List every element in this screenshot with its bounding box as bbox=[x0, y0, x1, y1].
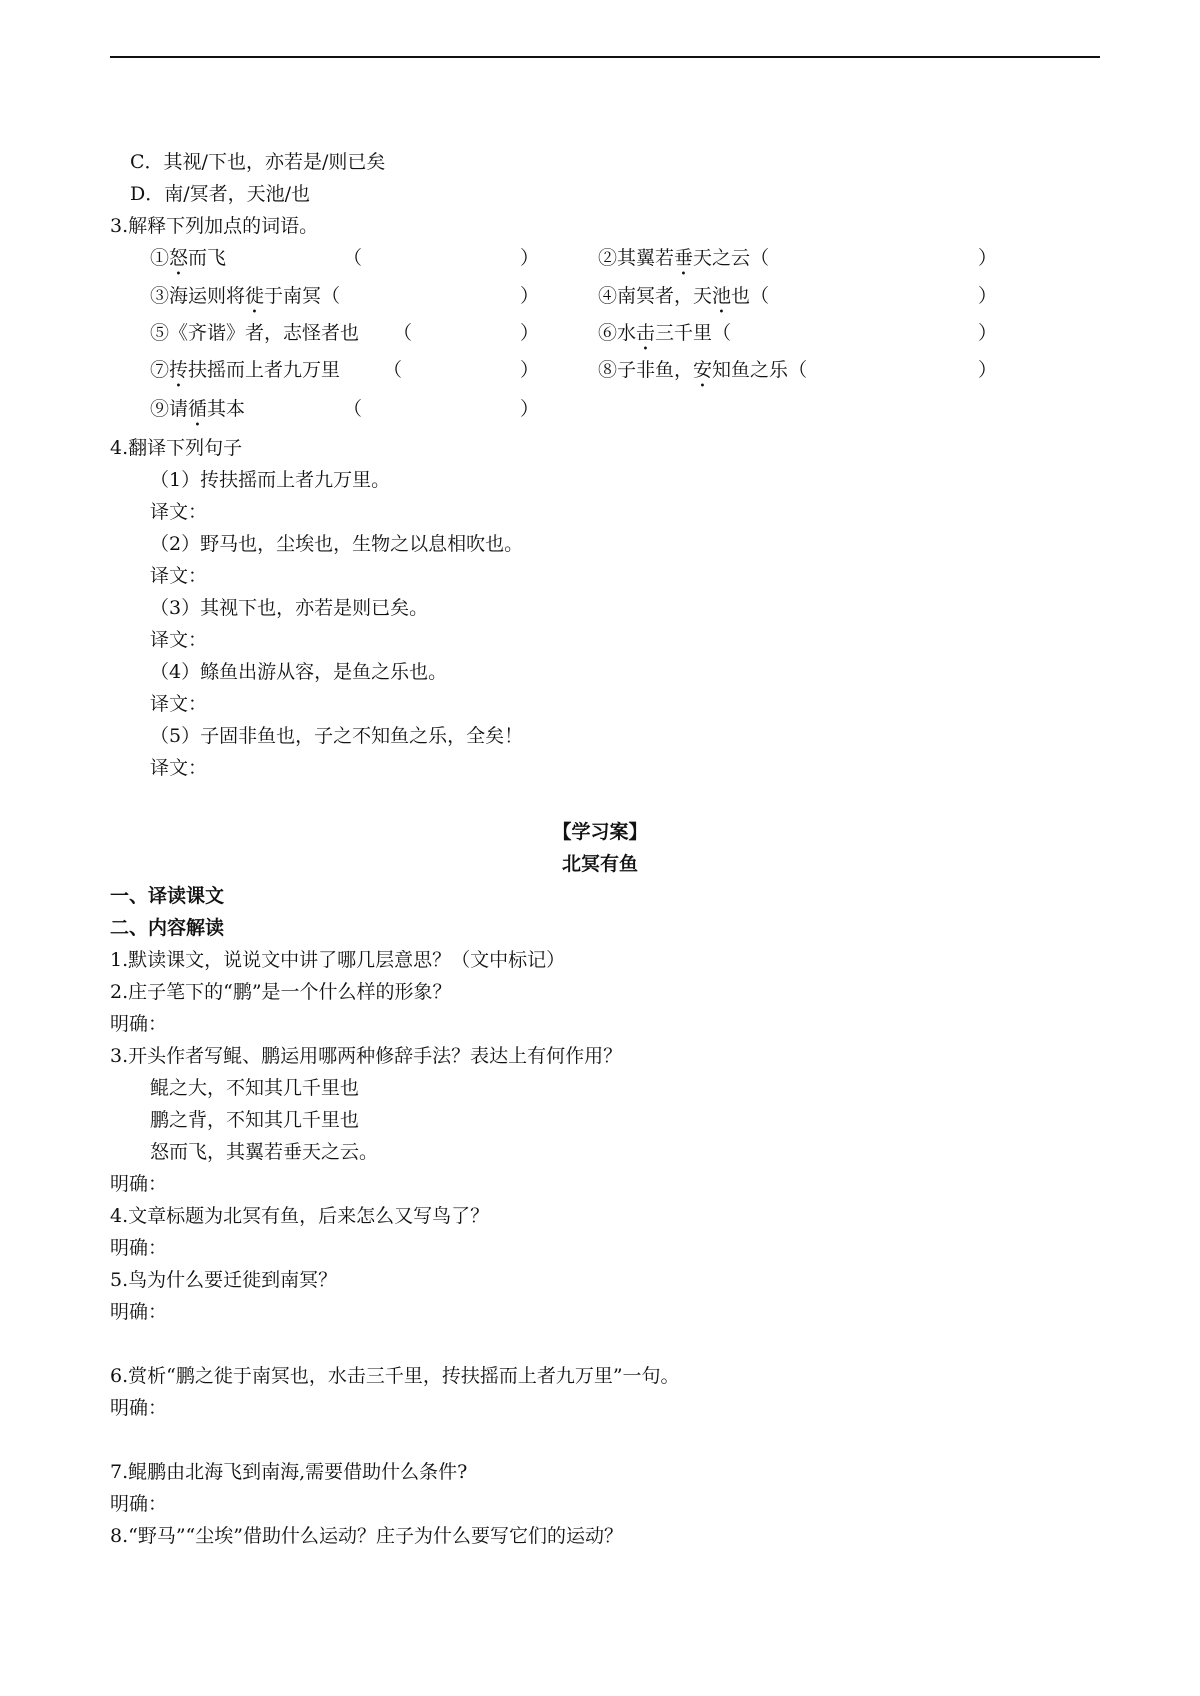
dotted-word: 循 bbox=[188, 398, 208, 420]
answer-label: 明确： bbox=[110, 1013, 168, 1035]
q4-answer-label: 译文： bbox=[150, 565, 208, 587]
q3-paren-close-1: ） bbox=[520, 247, 540, 269]
quote-line-2: 鹏之背，不知其几千里也 bbox=[150, 1109, 360, 1131]
q4-answer-label: 译文： bbox=[150, 629, 208, 651]
q3-paren-close-8: ） bbox=[978, 359, 998, 381]
q4-item-4: （4）鲦鱼出游从容，是鱼之乐也。 bbox=[150, 661, 448, 683]
answer-label: 明确： bbox=[110, 1493, 168, 1515]
study-q7: 7.鲲鹏由北海飞到南海,需要借助什么条件? bbox=[110, 1461, 468, 1483]
section-heading: 【学习案】 bbox=[552, 821, 648, 843]
q3-item-8: ⑧子非鱼，安知鱼之乐（ bbox=[598, 359, 808, 381]
q3-paren-open-7: （ bbox=[383, 359, 403, 381]
q3-paren-open-9: （ bbox=[343, 398, 363, 420]
q3-item-3: ③海运则将徙于南冥（ bbox=[150, 285, 341, 307]
answer-label: 明确： bbox=[110, 1237, 168, 1259]
q3-paren-close-6: ） bbox=[978, 322, 998, 344]
section-1: 一、译读课文 bbox=[110, 885, 225, 907]
q4-title: 4.翻译下列句子 bbox=[110, 437, 243, 459]
dotted-word: 池 bbox=[712, 285, 732, 307]
q4-answer-label: 译文： bbox=[150, 501, 208, 523]
q3-item-4: ④南冥者，天池也（ bbox=[598, 285, 770, 307]
dotted-word: 徙 bbox=[245, 285, 265, 307]
q4-item-2: （2）野马也，尘埃也，生物之以息相吹也。 bbox=[150, 533, 524, 555]
q3-item-2: ②其翼若垂天之云（ bbox=[598, 247, 770, 269]
study-q6: 6.赏析“鹏之徙于南冥也，水击三千里，抟扶摇而上者九万里”一句。 bbox=[110, 1365, 680, 1387]
dotted-word: 击 bbox=[636, 322, 656, 344]
q3-paren-close-4: ） bbox=[978, 285, 998, 307]
q3-paren-open-5: （ bbox=[393, 322, 413, 344]
option-c: C．其视/下也，亦若是/则已矣 bbox=[130, 151, 386, 173]
quote-line-1: 鲲之大，不知其几千里也 bbox=[150, 1077, 360, 1099]
answer-label: 明确： bbox=[110, 1173, 168, 1195]
study-q3: 3.开头作者写鲲、鹏运用哪两种修辞手法？表达上有何作用？ bbox=[110, 1045, 623, 1067]
dotted-word: 安 bbox=[693, 359, 713, 381]
q4-item-1: （1）抟扶摇而上者九万里。 bbox=[150, 469, 391, 491]
q4-item-5: （5）子固非鱼也，子之不知鱼之乐，全矣！ bbox=[150, 725, 524, 747]
answer-label: 明确： bbox=[110, 1301, 168, 1323]
quote-line-3: 怒而飞，其翼若垂天之云。 bbox=[150, 1141, 379, 1163]
q4-answer-label: 译文： bbox=[150, 757, 208, 779]
q3-paren-close-3: ） bbox=[520, 285, 540, 307]
page-title: 北冥有鱼 bbox=[561, 853, 638, 875]
q3-item-6: ⑥水击三千里（ bbox=[598, 322, 732, 344]
study-q4: 4.文章标题为北冥有鱼，后来怎么又写鸟了？ bbox=[110, 1205, 490, 1227]
q3-item-5: ⑤《齐谐》者，志怪者也 bbox=[150, 322, 360, 344]
q4-answer-label: 译文： bbox=[150, 693, 208, 715]
header-rule bbox=[110, 56, 1100, 58]
q3-paren-close-5: ） bbox=[520, 322, 540, 344]
q3-item-9: ⑨请循其本 bbox=[150, 398, 246, 420]
q3-paren-close-2: ） bbox=[978, 247, 998, 269]
option-d: D．南/冥者，天池/也 bbox=[130, 183, 311, 205]
section-2: 二、内容解读 bbox=[110, 917, 225, 939]
q3-item-1: ①怒而飞 bbox=[150, 247, 227, 269]
dotted-word: 怒 bbox=[169, 247, 189, 269]
q3-item-7: ⑦抟扶摇而上者九万里 bbox=[150, 359, 341, 381]
q3-paren-close-7: ） bbox=[520, 359, 540, 381]
study-q5: 5.鸟为什么要迁徙到南冥？ bbox=[110, 1269, 338, 1291]
q4-item-3: （3）其视下也，亦若是则已矣。 bbox=[150, 597, 429, 619]
answer-label: 明确： bbox=[110, 1397, 168, 1419]
q3-paren-close-9: ） bbox=[520, 398, 540, 420]
dotted-word: 垂 bbox=[674, 247, 694, 269]
q3-title: 3.解释下列加点的词语。 bbox=[110, 215, 319, 237]
study-q1: 1.默读课文，说说文中讲了哪几层意思？（文中标记） bbox=[110, 949, 566, 971]
study-q2: 2.庄子笔下的“鹏”是一个什么样的形象？ bbox=[110, 981, 452, 1003]
q3-paren-open-1: （ bbox=[343, 247, 363, 269]
study-q8: 8.“野马”“尘埃”借助什么运动？庄子为什么要写它们的运动？ bbox=[110, 1525, 623, 1547]
dotted-word: 抟 bbox=[169, 359, 189, 381]
